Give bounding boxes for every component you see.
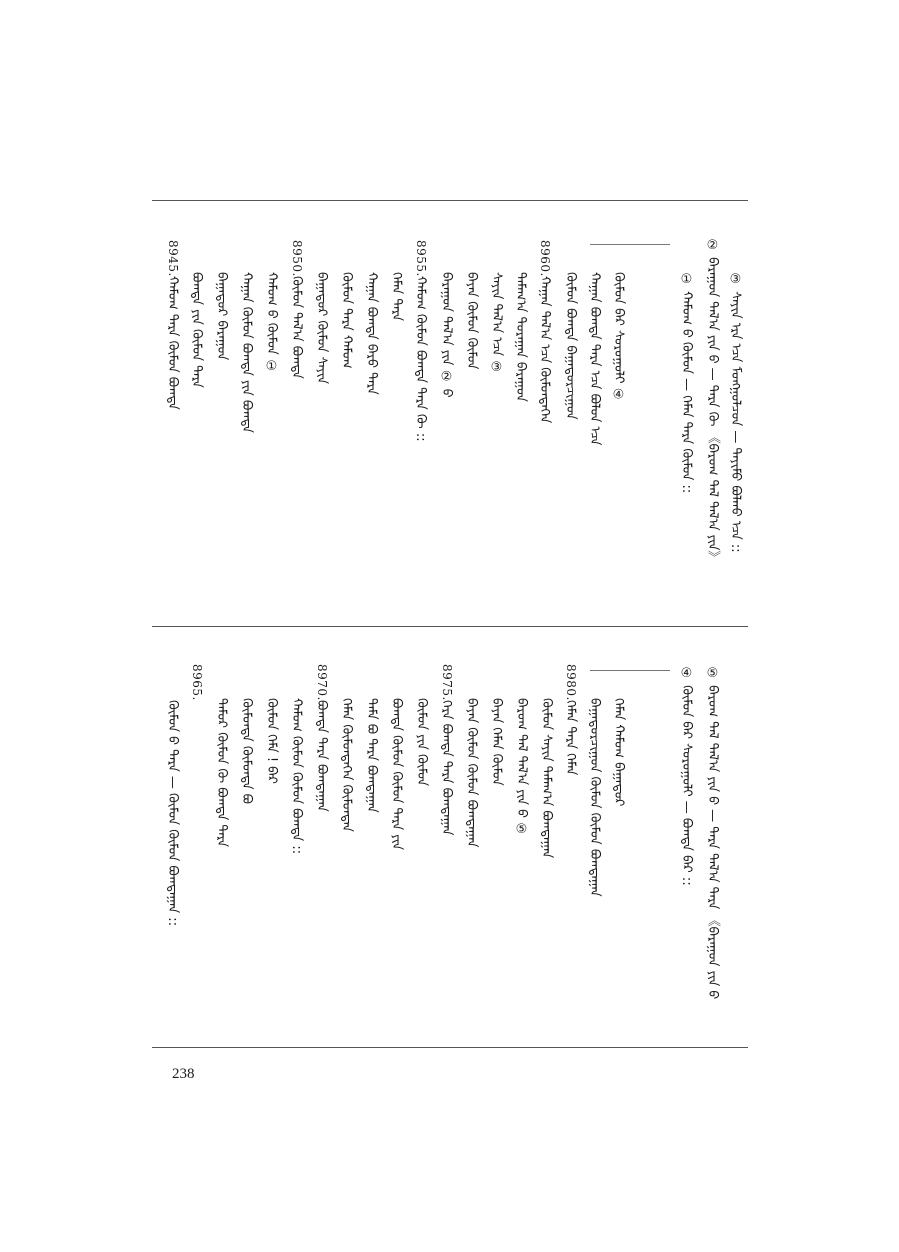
verse-line: ᠬᠦᠮᠦᠨ ᠶᠢᠨ ᠬᠦᠮᠦᠨ <box>414 698 429 787</box>
verse-line: ᠪᠠᠭᠠᠲᠤᠷ ᠪᠠᠷᠠᠭᠤᠨ <box>214 272 229 361</box>
upper-footnote-3: ③ ᠰᠠᠶᠢᠨ ᠡᠷᠡ ᠡᠴᠡ ᠮᠣᠩᠭᠣᠯᠴᠣᠨ — ᠲᠡᠶᠢᠮᠦ ᠪᠣᠯᠬᠤ ᠡᠴᠡ :: <box>728 272 743 553</box>
verse-line: ᠪᠠᠭᠠᠲᠤᠷᠴᠢᠭᠤᠨ ᠬᠦᠮᠦᠨ ᠬᠦᠮᠦᠨ ᠪᠣᠭᠳᠠᠭᠠᠨ <box>587 698 602 897</box>
upper-footnote-2: ② ᠪᠠᠷᠠᠭᠤᠨ ᠲᠠᠯ᠎ᠠ ᠶᠢᠨ ᠪ — ᠲᠡᠷᠡ ᠬᠦ 《ᠪᠠᠷᠤᠭ ᠲᠠᠯ ᠲᠠᠯ᠎ᠠ ᠶᠢᠨ》 <box>705 238 720 564</box>
bottom-rule <box>152 1047 748 1048</box>
verse-line: ᠪᠠᠶᠠᠨ ᠬᠦᠮᠦᠨ ᠬᠦᠮᠦᠨ ᠪᠣᠭᠳᠠᠭᠠᠨ <box>464 698 479 848</box>
verse-line: ᠬᠡᠮᠡᠨ ᠲᠡᠷᠡ ᠬᠡᠮᠡᠨ <box>563 700 578 776</box>
verse-number: 8945. <box>166 240 180 277</box>
verse-line: ᠬᠡᠮᠡᠨ ᠲᠡᠷᠡ <box>389 272 404 321</box>
verse-line: ᠲᠠᠮᠠ ᠪᠣ ᠲᠡᠷᠡ ᠪᠣᠭᠳᠠᠭᠠᠨ <box>364 698 379 813</box>
verse-line: ᠪᠠᠷᠠᠭᠤᠨ ᠲᠠᠯ᠎ᠠ ᠶᠢᠨ ② ᠪ <box>439 272 454 398</box>
verse-line: ᠬᠠᠭᠠᠨ ᠬᠦᠮᠦᠨ ᠪᠣᠭᠳᠠ ᠶᠢᠨ ᠪᠣᠭᠳᠠ <box>239 272 254 433</box>
lower-footnote-separator <box>590 670 670 671</box>
verse-line: ᠬᠦᠮᠦᠨ ᠲᠡᠷᠡ ᠬᠠᠮᠤᠭ <box>339 272 354 369</box>
verse-number: 8975. <box>440 664 454 701</box>
verse-line: ᠬᠠᠮᠤᠭ ᠲᠡᠷᠡ ᠬᠦᠮᠦᠨ ᠪᠣᠭᠳᠠ <box>165 276 180 410</box>
verse-line: ᠬᠡᠷᠡ ᠪᠣᠭᠳᠠ ᠲᠡᠷᠡ ᠪᠣᠭᠳᠠᠭᠠᠨ <box>439 700 454 836</box>
verse-line: ᠪᠣᠭᠳᠠ ᠲᠡᠷᠡ ᠪᠣᠭᠳᠠᠭᠠᠨ <box>314 700 329 812</box>
verse-line: ᠬᠦᠮᠦᠨᠳᠡ ᠬᠦᠮᠦᠨᠳᠡ ᠪᠣ <box>239 698 254 805</box>
verse-line: ᠰᠠᠶᠢᠨ ᠲᠠᠯ᠎ᠠ ᠡᠴᠡ ③ <box>489 272 504 376</box>
verse-number: 8965. <box>190 664 204 701</box>
lower-footnote-4: ④ ᠬᠦᠮᠦᠨ ᠪᠠᠷ ᠰᠤᠷᠤᠭᠤᠯᠢ — ᠪᠣᠭᠳᠠ ᠪᠠᠷ :: <box>679 666 694 886</box>
verse-line: ᠬᠠᠮᠤᠭ ᠬᠦᠮᠦᠨ ᠬᠦᠮᠦᠨ ᠪᠣᠭᠳᠠ :: <box>289 698 304 855</box>
verse-line: ᠬᠠᠮᠤᠭ ᠬᠦᠮᠦᠨ ᠪᠣᠭᠳᠠ ᠲᠡᠷᠡ ᠬᠦ :: <box>413 276 428 442</box>
verse-number: 8980. <box>564 664 578 701</box>
verse-line: ᠪᠣᠭᠳᠠ ᠶᠢᠨ ᠬᠦᠮᠦᠨ ᠲᠡᠷᠡ <box>189 272 204 388</box>
verse-line: ᠲᠡᠮᠦᠷ ᠬᠦᠮᠦᠨ ᠬᠦ ᠪᠣᠭᠳᠠ ᠲᠡᠷᠡ <box>214 698 229 848</box>
verse-line: ᠬᠠᠭᠠᠨ ᠪᠣᠭᠳᠠ ᠲᠡᠷᠡ ᠡᠴᠡ ᠪᠣᠯᠤᠨ ᠡᠴᠡ <box>587 272 602 446</box>
verse-number: 8955. <box>414 240 428 277</box>
verse-line: ᠪᠠᠶᠠᠨ ᠬᠡᠮᠡᠨ ᠬᠦᠮᠦᠨ <box>489 698 504 786</box>
verse-line: ᠪᠣᠭᠳᠠ ᠬᠦᠮᠦᠨ ᠬᠦᠮᠦᠨ ᠲᠡᠷᠡ ᠶᠢᠨ <box>389 698 404 850</box>
page-number: 238 <box>172 1066 195 1082</box>
verse-line: ᠬᠠᠭᠠᠨ ᠪᠣᠭᠳᠠ ᠪᠠᠷᠤ ᠲᠡᠷᠡ <box>364 272 379 395</box>
verse-line: ᠪᠠᠶᠠᠨ ᠬᠦᠮᠦᠨ ᠬᠦᠮᠦᠨ <box>464 272 479 370</box>
verse-line: ᠬᠦᠮᠦᠨ ᠪᠣᠭᠳᠠ ᠪᠠᠭᠠᠲᠤᠷᠴᠢᠭᠤᠨ <box>563 272 578 420</box>
lower-footnote-5: ⑤ ᠪᠠᠷᠤᠭ ᠲᠠᠯ ᠲᠠᠯ᠎ᠠ ᠶᠢᠨ ᠪ — ᠲᠡᠷᠡ ᠲᠠᠯ᠎ᠠ ᠲᠡᠷᠡ 《ᠪᠠᠷᠠᠭᠤᠨ ᠶᠢᠨ ᠪ <box>705 666 720 1000</box>
verse-number: 8970. <box>315 664 329 701</box>
verse-line: ᠬᠡᠮᠡᠨ ᠬᠠᠮᠤᠭ ᠪᠠᠭᠠᠲᠤᠷ <box>611 698 626 807</box>
verse-line: ᠬᠦᠮᠦᠨ ᠰᠠᠶᠢᠨ ᠲᠠᠮᠠᠭ᠎ᠠ ᠪᠣᠭᠳᠠᠭᠠᠨ <box>539 698 554 859</box>
top-rule <box>152 200 748 201</box>
upper-footnote-separator <box>590 244 670 245</box>
verse-line: ᠲᠠᠮᠠᠭ᠎ᠠ ᠲᠤᠷᠠᠭᠠᠨ ᠪᠠᠷᠠᠭᠤᠨ <box>513 272 528 402</box>
upper-footnote-1: ① ᠬᠠᠮᠤᠭ ᠪ ᠬᠦᠮᠦᠨ — ᠬᠡᠮᠡᠨ ᠲᠡᠷᠡ ᠬᠦᠮᠦᠨ :: <box>679 272 694 494</box>
verse-line: ᠬᠦᠮᠦᠨ ᠲᠠᠯ᠎ᠠ ᠪᠣᠭᠳᠠ <box>289 276 304 379</box>
verse-line: ᠬᠡᠮᠡᠨ ᠬᠦᠮᠦᠨᠳᠡᠭᠡᠨ ᠬᠦᠮᠦᠨᠳᠡᠨ <box>339 698 354 832</box>
verse-line: ᠬᠠᠭᠠᠨ ᠲᠠᠯ᠎ᠠ ᠡᠴᠡ ᠬᠦᠮᠦᠨᠳᠡᠭᠡᠨ <box>537 276 552 424</box>
middle-rule <box>152 626 748 627</box>
verse-line: ᠪᠠᠷᠤᠭ ᠲᠠᠯ ᠲᠠᠯ᠎ᠠ ᠶᠢᠨ ᠪ ⑤ <box>514 698 529 838</box>
verse-line: ᠬᠦᠮᠦᠨ ᠪᠠᠷ ᠰᠤᠷᠤᠭᠤᠯᠢ ④ <box>611 272 626 403</box>
verse-line: ᠬᠠᠮᠤᠭ ᠪ ᠬᠦᠮᠦᠨ ① <box>264 272 279 374</box>
verse-number: 8960. <box>538 240 552 277</box>
verse-line: ᠬᠦᠮᠦᠨ ᠪ ᠲᠡᠷᠡ — ᠬᠦᠮᠦᠨ ᠬᠦᠮᠦᠨ ᠪᠣᠭᠳᠠᠭᠠᠨ :: <box>165 700 180 927</box>
verse-line: ᠪᠠᠭᠠᠲᠤᠷ ᠬᠦᠮᠦᠨ ᠰᠠᠶᠢᠨ <box>314 272 329 385</box>
verse-number: 8950. <box>290 240 304 277</box>
verse-line: ᠬᠦᠮᠦᠨ ᠬᠡᠮᠡ ! ᠪᠠᠷ <box>264 698 279 784</box>
